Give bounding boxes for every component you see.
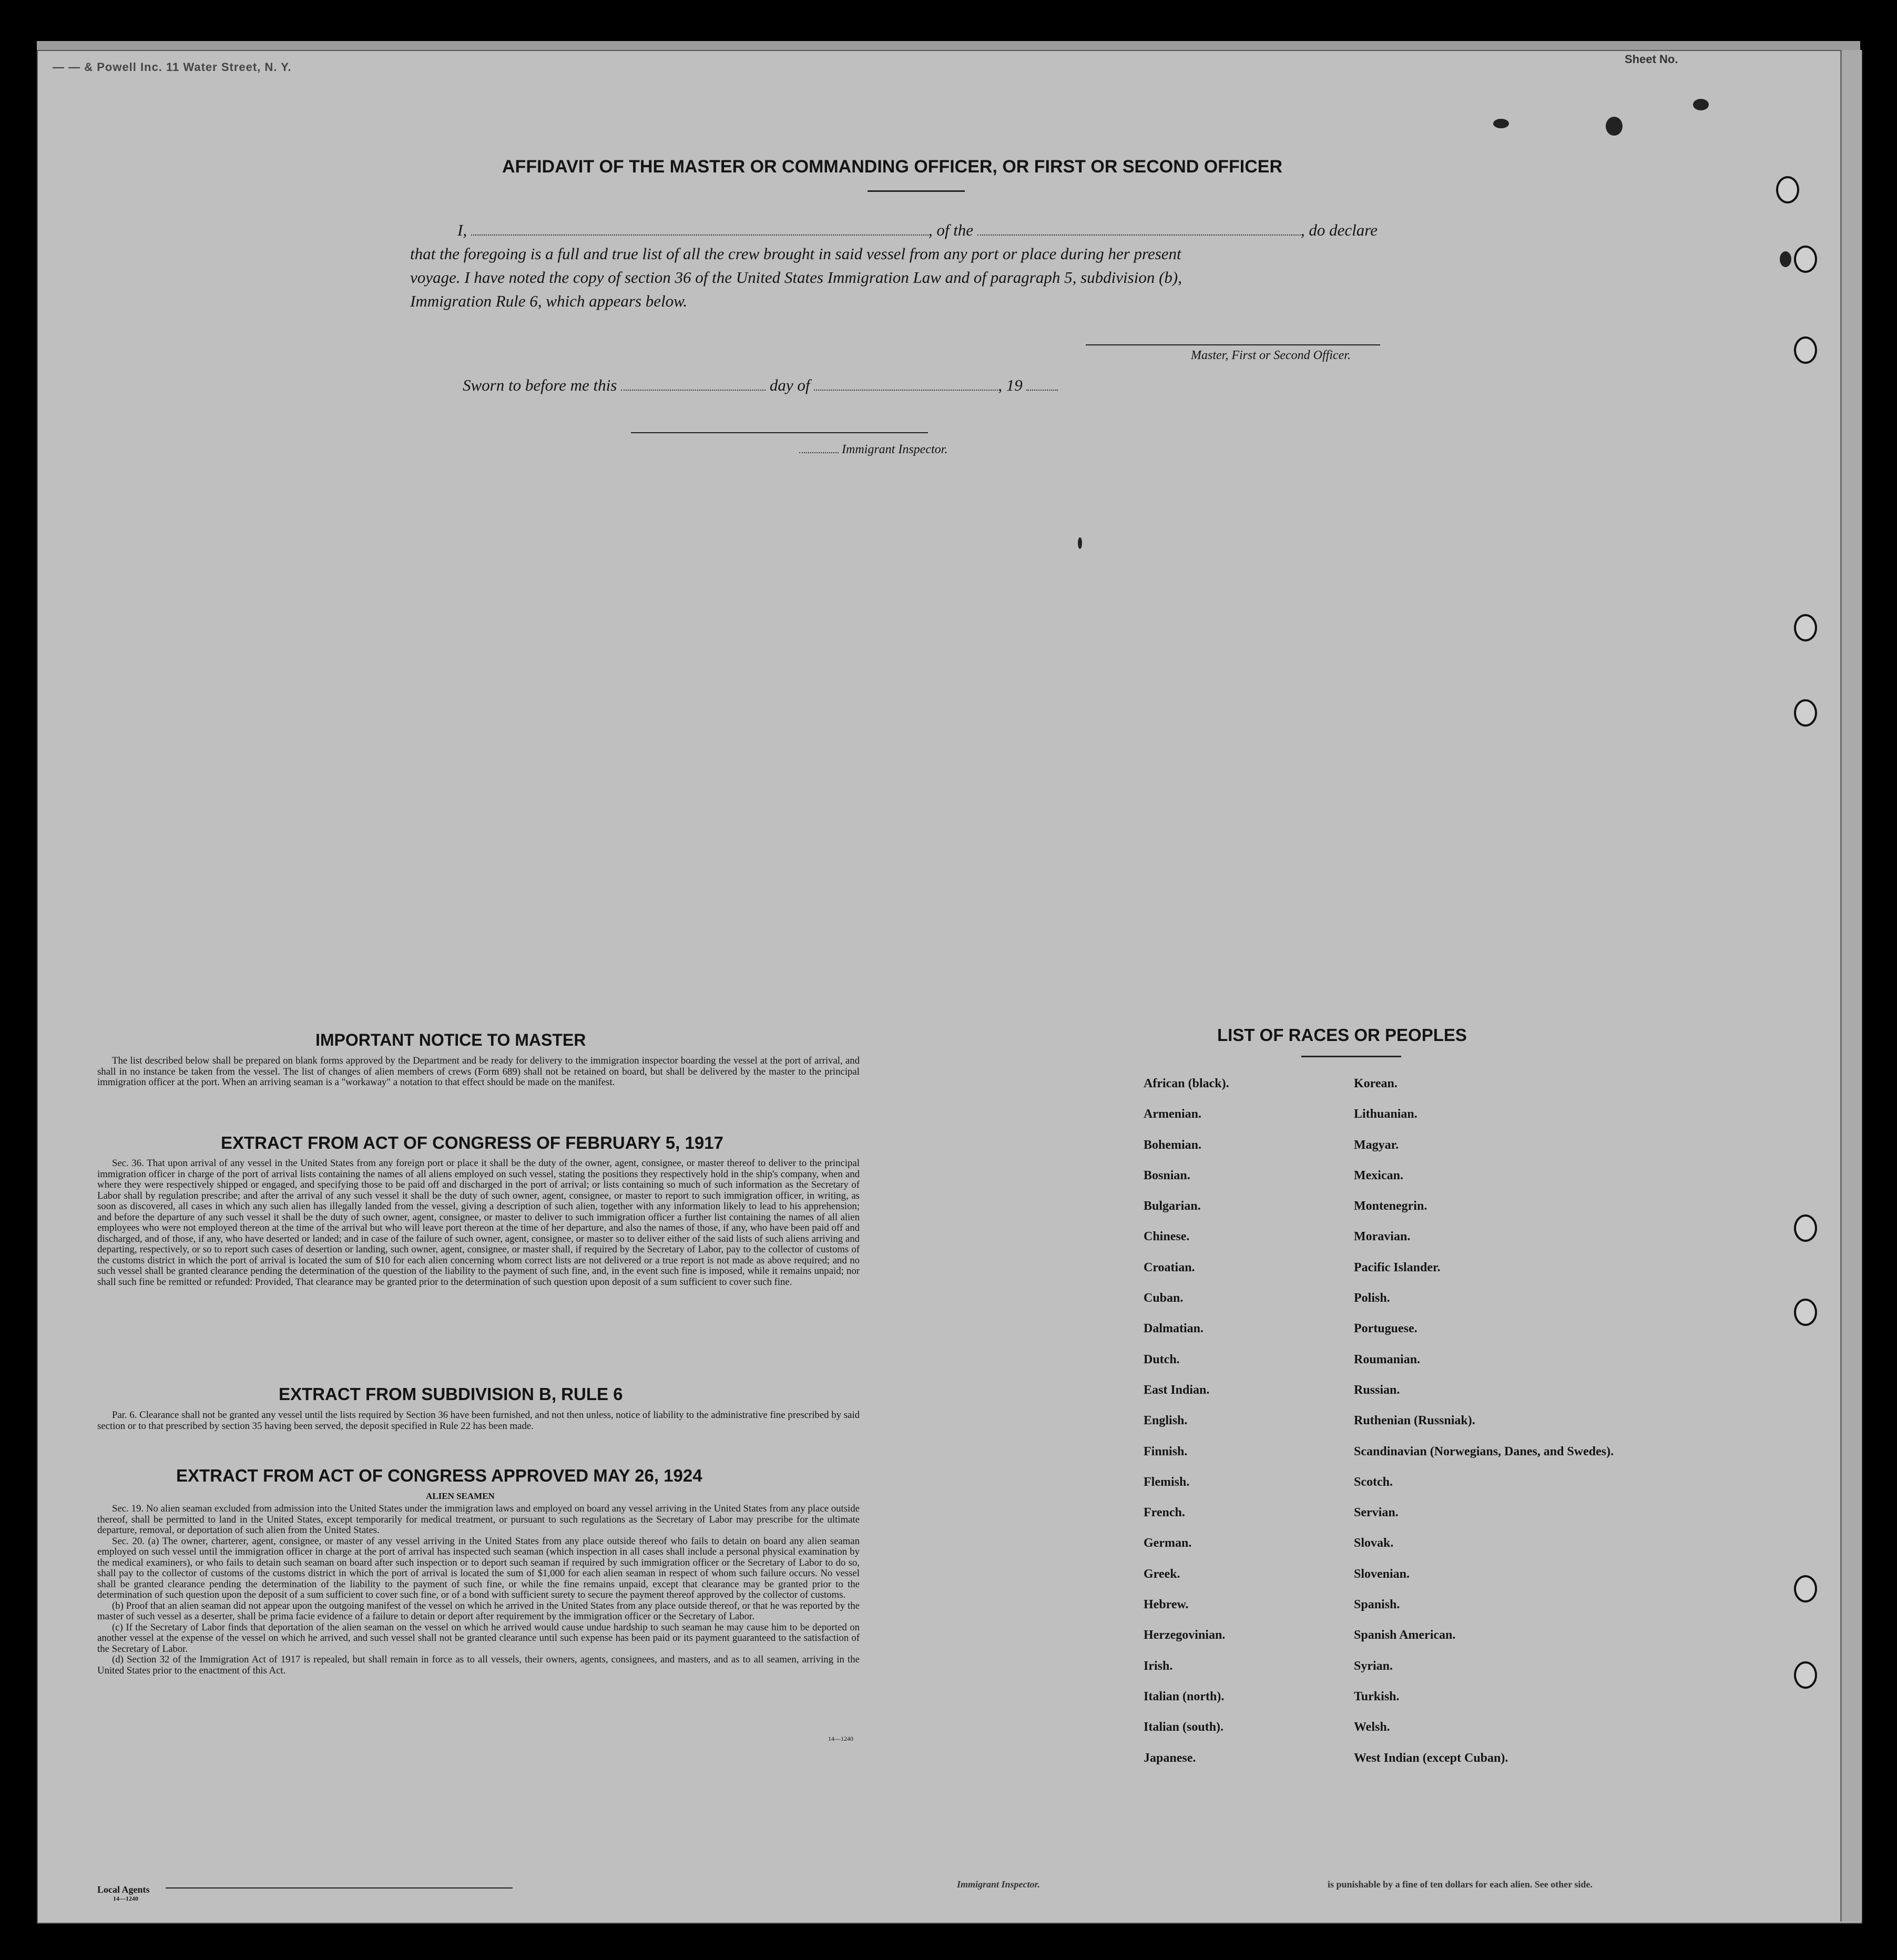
race-item-13: Flemish. — [1144, 1475, 1190, 1489]
binder-hole — [1794, 1575, 1817, 1602]
extract-1917-title: EXTRACT FROM ACT OF CONGRESS OF FEBRUARY 5, 1917 — [221, 1133, 723, 1152]
race-item-22: Japanese. — [1144, 1751, 1196, 1765]
sworn-line: Sworn to before me this day of , 19 — [463, 376, 1058, 395]
ink-speck — [1606, 117, 1623, 136]
notice-title: IMPORTANT NOTICE TO MASTER — [315, 1030, 586, 1049]
race-item-10: East Indian. — [1144, 1383, 1210, 1397]
race-item-1: Armenian. — [1144, 1107, 1201, 1121]
race-item-20: Italian (north). — [1144, 1689, 1225, 1703]
alien-seamen-subtitle: ALIEN SEAMEN — [426, 1491, 495, 1501]
binder-hole — [1794, 699, 1817, 727]
inspector-signature-line — [631, 432, 928, 433]
local-agents-label: Local Agents — [97, 1884, 150, 1895]
race-item-15: Slovak. — [1354, 1536, 1394, 1550]
name-blank — [471, 222, 929, 236]
master-signature-line — [1086, 344, 1380, 345]
race-item-14: French. — [1144, 1506, 1185, 1520]
affidavit-title: AFFIDAVIT OF THE MASTER OR COMMANDING OFFICER, OR FIRST OR SECOND OFFICER — [502, 157, 1282, 177]
extract-1924-text: Sec. 19. No alien seaman excluded from admission into the United States under the immigration laws and employed on board any vessel arriving in the United States from any place outside thereof, shall be permitted to land in the United States, except temporarily for medical treatment, or pursuant to such regulations as the Secretary of Labor may prescribe for the ultimate departure, removal, or deportation of such alien from the United States. Sec. 20. (a) The owner, charterer, agent, consignee, or master of any vessel arriving in the United States from any place outside thereof who fails to detain on board any alien seaman employed on such vessel until the immigration officer in charge at the port of arrival has inspected such seaman (which inspection in all cases shall include a personal physical examination by the medical examiners), or who fails to detain such seaman on board after such inspection or to deport such seaman if required by such immigration officer or the Secretary of Labor to do so, shall pay to the collector of customs of the customs district in which the port of arrival is located the sum of $1,000 for each alien seaman in respect of whom such failure occurs. No vessel shall be granted clearance pending the determination of the liability to the payment of such fine, or while the fine remains unpaid, except that clearance may be granted prior to the determination of such question upon the deposit of a sum sufficient to cover such fine, or of a bond with sufficient surety to secure the payment thereof approved by the collector of customs. (b) Proof that an alien seaman did not appear upon the outgoing manifest of the vessel on which he arrived in the United States from any place outside thereof, or that he was reported by the master of such vessel as a deserter, shall be prima facie evidence of a failure to detain or deport after requirement by the immigration officer or the Secretary of Labor. (c) If the Secretary of Labor finds that deportation of the alien seaman on the vessel on which he arrived would cause undue hardship to such seaman he may cause him to be deported on another vessel at the expense of the vessel on which he arrived, and such vessel shall not be granted clearance until such expense has been paid or its payment guaranteed to the satisfaction of the Secretary of Labor. (d) Section 32 of the Immigration Act of 1917 is repealed, but shall remain in force as to all vessels, their owners, agents, consignees, and masters, and as to all seamen, arriving in the United States prior to the enactment of this Act. — [97, 1503, 860, 1676]
year-blank — [1026, 377, 1058, 391]
race-item-13: Scotch. — [1354, 1475, 1393, 1489]
footer-fine-note: is punishable by a fine of ten dollars for each alien. See other side. — [1328, 1879, 1593, 1890]
race-item-17: Hebrew. — [1144, 1598, 1189, 1612]
race-item-1: Lithuanian. — [1354, 1107, 1417, 1121]
race-item-6: Pacific Islander. — [1354, 1260, 1441, 1274]
ink-speck — [1780, 251, 1791, 267]
race-item-7: Cuban. — [1144, 1291, 1184, 1305]
form-number: 14—1240 — [828, 1735, 853, 1742]
race-item-8: Portuguese. — [1354, 1322, 1417, 1336]
race-item-10: Russian. — [1354, 1383, 1400, 1397]
race-item-8: Dalmatian. — [1144, 1322, 1204, 1336]
vessel-blank — [977, 222, 1301, 236]
races-title-rule — [1301, 1056, 1401, 1057]
race-item-17: Spanish. — [1354, 1598, 1400, 1612]
race-item-18: Herzegovinian. — [1144, 1628, 1226, 1642]
day-blank — [621, 377, 766, 391]
ink-speck — [1693, 99, 1709, 110]
race-item-19: Syrian. — [1354, 1659, 1393, 1673]
race-item-0: Korean. — [1354, 1077, 1398, 1090]
race-item-3: Bosnian. — [1144, 1168, 1190, 1182]
page-edge — [1840, 50, 1862, 1922]
footer-form-number: 14—1240 — [113, 1895, 138, 1902]
race-item-20: Turkish. — [1354, 1689, 1400, 1703]
affidavit-line-2: that the foregoing is a full and true list of all the crew brought in said vessel from any port or place during her present — [410, 244, 1181, 263]
binder-hole — [1794, 336, 1817, 364]
race-item-12: Finnish. — [1144, 1444, 1188, 1458]
race-item-2: Magyar. — [1354, 1138, 1399, 1152]
race-item-11: English. — [1144, 1414, 1188, 1428]
race-item-0: African (black). — [1144, 1077, 1229, 1090]
race-item-18: Spanish American. — [1354, 1628, 1456, 1642]
extract-1924-title: EXTRACT FROM ACT OF CONGRESS APPROVED MAY 26, 1924 — [176, 1466, 702, 1485]
race-item-2: Bohemian. — [1144, 1138, 1202, 1152]
race-item-5: Chinese. — [1144, 1230, 1190, 1244]
race-item-21: Italian (south). — [1144, 1720, 1224, 1734]
title-rule — [868, 190, 965, 192]
affidavit-line-3: voyage. I have noted the copy of section 36 of the United States Immigration Law and of paragraph 5, subdivision (b), — [410, 268, 1182, 287]
local-agents-line — [166, 1887, 513, 1888]
race-item-14: Servian. — [1354, 1506, 1399, 1520]
notice-text: The list described below shall be prepared on blank forms approved by the Department and be ready for delivery to the immigration inspector boarding the vessel at the port of arrival, and shall in no instance be taken from the vessel. The list of changes of alien members of crews (Form 689) shall not be retained on board, but shall be delivered by the master to the principal immigration officer at the port. When an arriving seaman is a "workaway" a notation to that effect should be made on the manifest. — [97, 1055, 860, 1088]
race-item-9: Dutch. — [1144, 1352, 1180, 1366]
affidavit-line-1: I, , of the , do declare — [457, 221, 1378, 239]
race-item-16: Slovenian. — [1354, 1567, 1410, 1581]
month-blank — [814, 377, 998, 391]
race-item-9: Roumanian. — [1354, 1352, 1421, 1366]
race-item-22: West Indian (except Cuban). — [1354, 1751, 1508, 1765]
rule-6-title: EXTRACT FROM SUBDIVISION B, RULE 6 — [279, 1384, 623, 1404]
affidavit-line-4: Immigration Rule 6, which appears below. — [410, 292, 688, 310]
race-item-19: Irish. — [1144, 1659, 1173, 1673]
races-column-1 — [1144, 1077, 1229, 1782]
footer-inspector-label: Immigrant Inspector. — [957, 1879, 1041, 1890]
race-item-7: Polish. — [1354, 1291, 1390, 1305]
ink-speck — [1078, 537, 1082, 549]
binder-hole — [1794, 246, 1817, 273]
printer-imprint: — — & Powell Inc. 11 Water Street, N. Y. — [53, 60, 292, 74]
race-item-12: Scandinavian (Norwegians, Danes, and Swedes). — [1354, 1444, 1614, 1458]
races-title: LIST OF RACES OR PEOPLES — [1217, 1025, 1467, 1045]
race-item-21: Welsh. — [1354, 1720, 1390, 1734]
races-column-2 — [1354, 1077, 1614, 1782]
race-item-4: Montenegrin. — [1354, 1199, 1427, 1213]
binder-hole — [1794, 1661, 1817, 1689]
race-item-3: Mexican. — [1354, 1168, 1403, 1182]
race-item-4: Bulgarian. — [1144, 1199, 1201, 1213]
race-item-16: Greek. — [1144, 1567, 1180, 1581]
ink-speck — [1493, 119, 1509, 128]
sheet-number-label: Sheet No. — [1625, 53, 1678, 66]
binder-hole — [1794, 1299, 1817, 1326]
binder-hole — [1794, 1214, 1817, 1242]
race-item-6: Croatian. — [1144, 1260, 1195, 1274]
inspector-signature-label: Immigrant Inspector. — [799, 443, 947, 457]
extract-1917-text: Sec. 36. That upon arrival of any vessel in the United States from any foreign port or place it shall be the duty of the owner, agent, consignee, or master thereof to deliver to the principal immigration officer in charge of the port of arrival lists containing the names of all aliens employed on such vessel, stating the positions they respectively hold in the ship's company, when and where they were respectively shipped or engaged, and specifying those to be paid off and discharged in the port of arrival; or lists containing so much of such information as the Secretary of Labor shall by regulation prescribe; and after the arrival of any such vessel it shall be the duty of such owner, agent, consignee, or master to report to such immigration officer, in writing, as soon as discovered, all cases in which any such alien has illegally landed from the vessel, giving a description of such alien, together with any information likely to lead to his apprehension; and before the departure of any such vessel it shall be the duty of such owner, agent, consignee, or master to deliver to such immigration officer a further list containing the names of all alien employees who were not employed thereon at the time of the arrival but who will leave port thereon at the time of her departure, and also the names of those, if any, who have been paid off and discharged, and of those, if any, who have deserted or landed; and in case of the failure of such owner, agent, consignee, or master so to deliver either of the said lists of such aliens arriving and departing, respectively, or so to report such cases of desertion or landing, such owner, agent, consignee, or master shall, if required by the Secretary of Labor, pay to the collector of customs of the customs district in which the port of arrival is located the sum of $10 for each alien concerning whom correct lists are not delivered or a true report is not made as above required; and no such vessel shall be granted clearance pending the determination of the question of the liability to the payment of such fine, and, in the event such fine is imposed, while it remains unpaid; nor shall such fine be remitted or refunded: Provided, That clearance may be granted prior to the determination of such question upon deposit of a sum sufficient to cover such fine. — [97, 1158, 860, 1288]
binder-hole — [1776, 176, 1799, 203]
race-item-11: Ruthenian (Russniak). — [1354, 1414, 1475, 1428]
race-item-15: German. — [1144, 1536, 1192, 1550]
master-signature-label: Master, First or Second Officer. — [1191, 349, 1351, 362]
rule-6-text: Par. 6. Clearance shall not be granted any vessel until the lists required by Section 36 have been furnished, and not then unless, notice of liability to the administrative fine prescribed by said section or to that prescribed by section 35 having been served, the deposit specified in Rule 22 has been made. — [97, 1410, 860, 1432]
race-item-5: Moravian. — [1354, 1230, 1411, 1244]
binder-hole — [1794, 614, 1817, 641]
